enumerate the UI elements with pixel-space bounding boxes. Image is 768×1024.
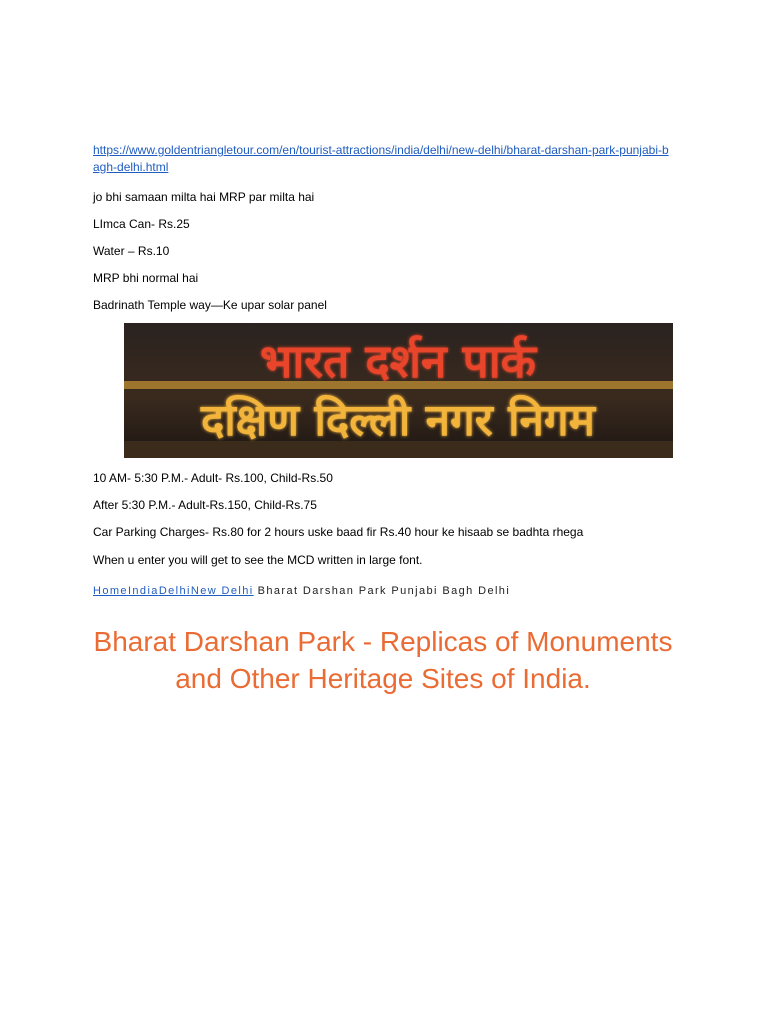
park-sign-photo: [124, 323, 673, 458]
note-line: LImca Can- Rs.25: [93, 217, 190, 231]
breadcrumb-delhi[interactable]: Delhi: [158, 585, 191, 597]
price-line: When u enter you will get to see the MCD written in large font.: [93, 553, 423, 567]
note-line: MRP bhi normal hai: [93, 271, 199, 285]
page-heading: Bharat Darshan Park - Replicas of Monuments and Other Heritage Sites of India.: [93, 626, 673, 694]
note-line: jo bhi samaan milta hai MRP par milta hai: [93, 190, 315, 204]
breadcrumb: [93, 584, 510, 598]
source-link[interactable]: https://www.goldentriangletour.com/en/tourist-attractions/india/delhi/new-delhi/bharat-darshan-park-punjabi-bagh-delhi.html: [93, 143, 669, 174]
note-line: Water – Rs.10: [93, 244, 170, 258]
breadcrumb-current: Bharat Darshan Park Punjabi Bagh Delhi: [257, 585, 511, 597]
sign-word-saffron: भारत दर्शन पार्क: [260, 334, 536, 388]
breadcrumb-new-delhi[interactable]: New Delhi: [190, 585, 254, 597]
sign-bottom-text: दक्षिण दिल्ली नगर निगम: [201, 395, 595, 446]
breadcrumb-india[interactable]: India: [127, 585, 159, 597]
price-line: Car Parking Charges- Rs.80 for 2 hours uske baad fir Rs.40 hour ke hisaab se badhta rhega: [93, 525, 584, 539]
note-line: Badrinath Temple way—Ke upar solar panel: [93, 298, 327, 312]
price-line: After 5:30 P.M.- Adult-Rs.150, Child-Rs.75: [93, 498, 317, 512]
breadcrumb-home[interactable]: Home: [93, 585, 128, 597]
sign-top-text: [260, 334, 538, 388]
price-line: 10 AM- 5:30 P.M.- Adult- Rs.100, Child-Rs.50: [93, 471, 333, 485]
